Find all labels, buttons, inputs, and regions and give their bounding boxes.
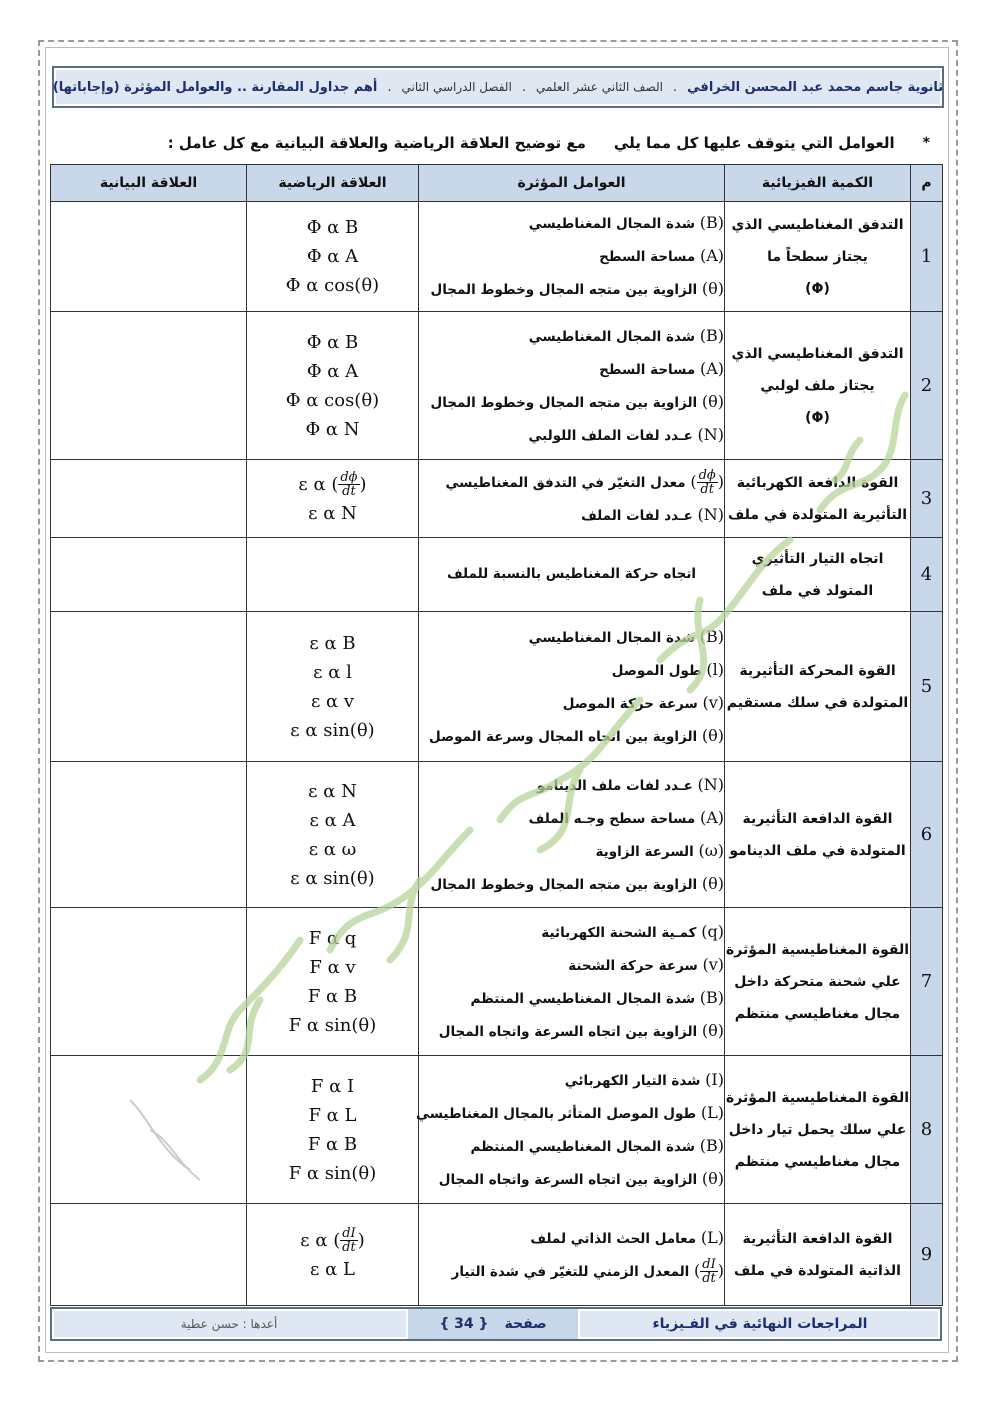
physical-quantity — [725, 762, 911, 908]
factor-symbol: (A) — [699, 246, 724, 265]
factor-item — [419, 559, 724, 590]
math-relation: ε α ( $\frac{dI}{dt}$ ) — [300, 1226, 365, 1255]
factor-text: مساحة السطح — [599, 249, 696, 265]
quantity-line: يجتاز ملف لولبي — [760, 377, 875, 394]
factor-item — [419, 1163, 724, 1196]
factor-symbol: (θ) — [701, 873, 724, 893]
physical-quantity — [725, 1056, 911, 1204]
physical-quantity — [725, 202, 911, 312]
factor-symbol: (N) — [697, 504, 724, 524]
quantity-line: (Φ) — [805, 280, 830, 297]
factor-item — [419, 687, 724, 720]
fraction-numerator: dI — [342, 1226, 356, 1241]
factor-symbol: (A) — [699, 807, 724, 827]
physical-quantity — [725, 538, 911, 612]
factors-table — [50, 164, 943, 1306]
fraction-symbol — [697, 469, 718, 496]
factor-item — [419, 1015, 724, 1048]
factors-cell — [419, 460, 725, 538]
row-number: 4 — [911, 538, 943, 612]
factor-symbol: (θ) — [701, 725, 724, 745]
factor-text: عـدد لفات الملف — [581, 507, 693, 524]
factor-item — [419, 720, 724, 753]
factor-item — [419, 240, 724, 273]
factor-symbol: (B) — [699, 987, 724, 1007]
math-relation: Φ α B — [306, 331, 359, 353]
factor-text: شدة المجال المغناطيسي — [528, 216, 696, 232]
factor-symbol: (θ) — [701, 1020, 724, 1040]
graph-relation-cell — [51, 908, 247, 1056]
intro-line — [100, 130, 930, 156]
quantity-line: القوة الدافعة الكهربائية — [736, 474, 899, 491]
header-quantity: الكمية الفيزيائية — [725, 165, 911, 202]
math-relation: ε α N — [308, 780, 357, 802]
factor-text: شدة المجال المغناطيسي المنتظم — [470, 990, 696, 1007]
footer-title: المراجعات النهائية في الفـيزياء — [578, 1309, 940, 1339]
topic-title: أهم جداول المقارنة .. والعوامل المؤثرة (وإجاباتها) — [52, 79, 378, 95]
factor-item — [419, 1130, 724, 1163]
factor-item — [419, 353, 724, 386]
fraction-denominator: dt — [342, 1240, 356, 1255]
factor-symbol: (A) — [699, 358, 724, 378]
row-number: 8 — [911, 1056, 943, 1204]
physical-quantity — [725, 908, 911, 1056]
physical-quantity — [725, 312, 911, 460]
intro-text-part1: العوامل التي يتوقف عليها كل مما يلي — [613, 134, 895, 152]
factor-text: طول الموصل — [611, 662, 702, 679]
school-name: ثانوية جاسم محمد عبد المحسن الخرافي — [687, 79, 944, 95]
graph-relation-cell — [51, 312, 247, 460]
factor-item — [419, 621, 724, 654]
factors-cell — [419, 612, 725, 762]
factor-text: معدل التغيّر في التدفق المغناطيسي — [445, 474, 686, 491]
math-relation-cell — [247, 538, 419, 612]
quantity-line: اتجاه التيار التأثيري — [751, 550, 884, 567]
math-relation: F α B — [307, 1133, 358, 1155]
factors-cell — [419, 538, 725, 612]
table-row — [51, 762, 943, 908]
physical-quantity — [725, 460, 911, 538]
row-number: 7 — [911, 908, 943, 1056]
factor-symbol: (B) — [699, 325, 724, 345]
math-relation: ε α B — [309, 632, 356, 654]
fraction-symbol — [700, 1258, 717, 1285]
quantity-line: التدفق المغناطيسي الذي — [731, 216, 904, 233]
quantity-line: القوة المحركة التأثيرية — [739, 662, 896, 679]
math-relation: ε α ω — [308, 838, 357, 860]
math-relation: F α L — [308, 1104, 357, 1126]
factor-text: الزاوية بين اتجاه السرعة واتجاه المجال — [438, 1171, 698, 1188]
table-row — [51, 538, 943, 612]
header-factors: العوامل المؤثرة — [419, 165, 725, 202]
math-relation: Φ α A — [306, 360, 359, 382]
math-relation: ε α sin(θ) — [290, 719, 375, 741]
fraction-denominator: dt — [700, 481, 714, 497]
intro-text-part2: مع توضيح العلاقة الرياضية والعلاقة البيانية مع كل عامل : — [167, 134, 586, 152]
factor-text: الزاوية بين متجه المجال وخطوط المجال — [430, 876, 698, 893]
math-relation: ε α A — [309, 809, 356, 831]
factor-text: سرعة حركة الشحنة — [568, 957, 698, 974]
math-relation: F α B — [307, 985, 358, 1007]
factor-item — [419, 1064, 724, 1097]
quantity-line: مجال مغناطيسي منتظم — [734, 1153, 901, 1170]
fraction-denominator: dt — [702, 1270, 716, 1286]
quantity-line: علي شحنة متحركة داخل — [734, 973, 901, 990]
factor-symbol: (L) — [700, 1227, 724, 1247]
factor-text: مساحة السطح — [599, 361, 696, 378]
math-relation: F α v — [309, 956, 356, 978]
math-relation: ε α L — [310, 1258, 355, 1280]
factor-item — [419, 466, 724, 499]
factor-item — [419, 949, 724, 982]
row-number: 1 — [911, 202, 943, 312]
table-row — [51, 612, 943, 762]
quantity-line: القوة الدافعة التأثيرية — [742, 1230, 893, 1247]
quantity-line: يجتاز سطحاً ما — [767, 248, 868, 265]
factor-symbol: (N) — [697, 424, 724, 444]
page-number: { 34 } — [439, 1316, 489, 1332]
math-relation: Φ α cos(θ) — [285, 275, 380, 296]
fraction-symbol — [340, 1227, 357, 1254]
factor-text: عـدد لفات ملف الدينامو — [536, 777, 693, 794]
factor-symbol: (θ) — [701, 391, 724, 411]
fraction-symbol — [338, 471, 359, 498]
factor-symbol: (q) — [701, 921, 724, 941]
graph-relation-cell — [51, 1056, 247, 1204]
math-relation: ε α ( $\frac{d\phi}{dt}$ ) — [298, 470, 367, 499]
fraction-numerator: dI — [702, 1256, 716, 1272]
quantity-line: التأثيرية المتولدة في ملف — [727, 506, 907, 523]
factor-item — [419, 802, 724, 835]
factor-item — [419, 1255, 724, 1288]
quantity-line: علي سلك يحمل تيار داخل — [728, 1121, 907, 1138]
quantity-line: القوة المغناطيسية المؤثرة — [725, 1089, 910, 1106]
factor-text: شدة التيار الكهربائي — [564, 1072, 701, 1089]
grade-label: الصف الثاني عشر العلمي — [535, 80, 664, 94]
fraction-numerator: dϕ — [698, 467, 716, 483]
factor-text: الزاوية بين متجه المجال وخطوط المجال — [430, 394, 698, 411]
math-relation: Φ α N — [305, 418, 360, 440]
term-label: الفصل الدراسي الثاني — [401, 80, 512, 94]
factor-text: شدة المجال المغناطيسي المنتظم — [470, 1138, 696, 1155]
table-row — [51, 908, 943, 1056]
factor-symbol: (L) — [700, 1102, 724, 1122]
factors-cell — [416, 1056, 725, 1204]
factor-text: عـدد لفات الملف اللولبي — [528, 427, 693, 444]
math-relation: Φ α A — [306, 246, 359, 267]
graph-relation-cell — [51, 612, 247, 762]
factor-symbol: (θ) — [701, 1168, 724, 1188]
table-row — [51, 460, 943, 538]
relation-prefix: ε α — [298, 473, 326, 495]
factor-symbol: ( $\frac{dI}{dt}$ ) — [694, 1256, 724, 1286]
factor-symbol: (ω) — [698, 840, 724, 860]
header-math-relation: العلاقة الرياضية — [247, 165, 419, 202]
factor-text: شدة المجال المغناطيسي — [528, 328, 696, 345]
table-row — [51, 202, 943, 312]
row-number: 9 — [911, 1204, 943, 1306]
bullet-icon: * — [922, 135, 930, 151]
factor-symbol: (l) — [706, 659, 724, 679]
math-relation-cell — [247, 1204, 419, 1306]
quantity-line: المتولد في ملف — [761, 582, 874, 599]
quantity-line: المتولدة في سلك مستقيم — [726, 694, 909, 711]
factor-item — [419, 207, 724, 240]
math-relation: ε α N — [308, 502, 357, 524]
table-header-row — [51, 165, 943, 202]
quantity-line: التدفق المغناطيسي الذي — [731, 345, 904, 362]
row-number: 6 — [911, 762, 943, 908]
quantity-line: القوة المغناطيسية المؤثرة — [725, 941, 910, 958]
factor-item — [419, 273, 724, 306]
factor-text: الزاوية بين متجه المجال وخطوط المجال — [430, 282, 698, 298]
row-number: 5 — [911, 612, 943, 762]
math-relation: F α I — [310, 1075, 355, 1097]
graph-relation-cell — [51, 538, 247, 612]
math-relation-cell — [247, 202, 419, 312]
row-number: 3 — [911, 460, 943, 538]
factor-item — [419, 769, 724, 802]
factor-symbol: (v) — [702, 692, 724, 712]
header-num: م — [911, 165, 943, 202]
factor-item — [416, 1097, 724, 1130]
quantity-line: القوة الدافعة التأثيرية — [742, 810, 893, 827]
factor-item — [419, 916, 724, 949]
math-relation-cell — [247, 312, 419, 460]
math-relation-cell — [247, 612, 419, 762]
quantity-line: الذاتية المتولدة في ملف — [734, 1262, 901, 1279]
factor-text: معامل الحث الذاتي لملف — [530, 1230, 697, 1247]
factor-symbol: (θ) — [701, 279, 724, 298]
footer-author: أعدها : حسن عطية — [180, 1317, 278, 1331]
relation-prefix: ε α — [300, 1229, 328, 1251]
fraction-numerator: dϕ — [340, 470, 358, 485]
math-relation: F α sin(θ) — [288, 1014, 377, 1036]
factor-symbol: (N) — [697, 774, 724, 794]
graph-relation-cell — [51, 460, 247, 538]
math-relation: F α q — [308, 927, 357, 949]
factor-symbol: (I) — [705, 1069, 724, 1089]
math-relation: ε α l — [313, 661, 352, 683]
math-relation: Φ α B — [306, 217, 359, 238]
factors-cell — [419, 1204, 725, 1306]
factor-symbol: ( $\frac{d\phi}{dt}$ ) — [690, 467, 724, 497]
factors-cell — [419, 202, 725, 312]
factor-text: الزاوية بين اتجاه السرعة واتجاه المجال — [438, 1023, 698, 1040]
table-row — [51, 1204, 943, 1306]
quantity-line: مجال مغناطيسي منتظم — [734, 1005, 901, 1022]
factor-text: اتجاه حركة المغناطيس بالنسبة للملف — [446, 566, 697, 582]
table-row — [51, 1056, 943, 1204]
table-row — [51, 312, 943, 460]
factor-symbol: (B) — [699, 213, 724, 232]
graph-relation-cell — [51, 202, 247, 312]
factor-text: سرعة حركة الموصل — [562, 695, 698, 712]
factor-text: شدة المجال المغناطيسي — [528, 629, 696, 646]
factor-item — [419, 654, 724, 687]
factor-symbol: (B) — [699, 626, 724, 646]
factors-cell — [419, 762, 725, 908]
math-relation-cell — [247, 460, 419, 538]
factor-text: المعدل الزمني للتغيّر في شدة التيار — [451, 1263, 690, 1280]
graph-relation-cell — [51, 762, 247, 908]
page-header: ثانوية جاسم محمد عبد المحسن الخرافي . الصف الثاني عشر العلمي . الفصل الدراسي الثاني . أهم جداول المقارنة .. والعوامل المؤثرة (وإجاباتها) — [52, 66, 944, 108]
header-graph-relation: العلاقة البيانية — [51, 165, 247, 202]
physical-quantity — [725, 612, 911, 762]
factor-text: كمـية الشحنة الكهربائية — [541, 924, 697, 941]
factor-item — [419, 835, 724, 868]
physical-quantity — [725, 1204, 911, 1306]
factor-text: الزاوية بين اتجاه المجال وسرعة الموصل — [429, 728, 698, 745]
quantity-line: المتولدة في ملف الدينامو — [729, 842, 906, 859]
row-number: 2 — [911, 312, 943, 460]
factor-item — [419, 1222, 724, 1255]
factor-symbol: (v) — [702, 954, 724, 974]
factor-symbol: (B) — [699, 1135, 724, 1155]
math-relation-cell — [247, 762, 419, 908]
factor-item — [419, 868, 724, 901]
factor-item — [419, 419, 724, 452]
math-relation: Φ α cos(θ) — [285, 389, 380, 411]
factors-cell — [419, 908, 725, 1056]
page-number-box — [406, 1309, 578, 1339]
quantity-line: (Φ) — [805, 409, 830, 426]
factor-text: مساحة سطح وجـه الملف — [528, 810, 696, 827]
factor-item — [419, 386, 724, 419]
factor-item — [419, 982, 724, 1015]
math-relation: ε α sin(θ) — [290, 867, 375, 889]
page-label: صفحة — [504, 1316, 547, 1332]
graph-relation-cell — [51, 1204, 247, 1306]
page-footer — [50, 1307, 942, 1341]
factors-cell — [419, 312, 725, 460]
factor-text: طول الموصل المتأثر بالمجال المغناطيسي — [416, 1105, 697, 1122]
factor-item — [419, 499, 724, 532]
fraction-denominator: dt — [342, 484, 356, 499]
factor-text: السرعة الزاوية — [595, 843, 694, 860]
math-relation: ε α v — [310, 690, 355, 712]
math-relation-cell — [247, 908, 419, 1056]
factor-item — [419, 320, 724, 353]
math-relation: F α sin(θ) — [288, 1162, 377, 1184]
math-relation-cell — [247, 1056, 419, 1204]
